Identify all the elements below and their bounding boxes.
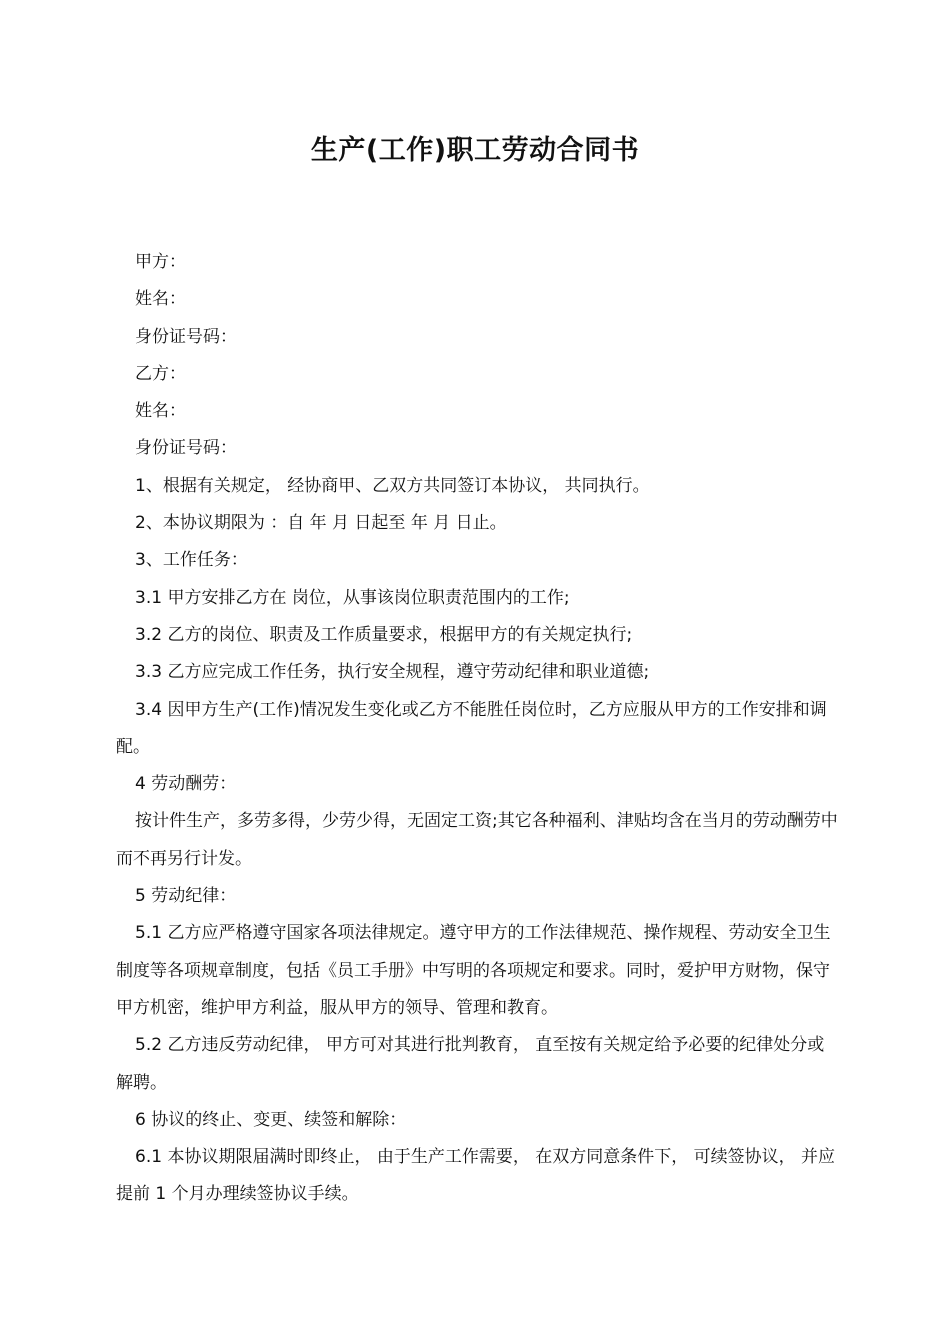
clause-2: 2、本协议期限为 ：自 年 月 日起至 年 月 日止。 xyxy=(135,513,507,534)
clause-3-heading: 3、工作任务： xyxy=(135,550,248,571)
party-b-label: 乙方： xyxy=(135,363,186,384)
clause-3-2: 3.2 乙方的岗位、职责及工作质量要求，根据甲方的有关规定执行; xyxy=(135,624,633,645)
party-a-name-label: 姓名： xyxy=(135,289,186,310)
clause-3-3: 3.3 乙方应完成工作任务，执行安全规程，遵守劳动纪律和职业道德; xyxy=(135,662,650,683)
clause-6-heading: 6 协议的终止、变更、续签和解除： xyxy=(135,1109,407,1130)
clause-3-4: 3.4 因甲方生产(工作)情况发生变化或乙方不能胜任岗位时，乙方应服从甲方的工作安排和调配。 xyxy=(116,699,827,757)
clause-5-1: 5.1 乙方应严格遵守国家各项法律规定。遵守甲方的工作法律规范、操作规程、劳动安全卫生制度等各项规章制度，包括《员工手册》中写明的各项规定和要求。同时，爱护甲方财物，保守甲方机密，维护甲方利益，服从甲方的领导、管理和教育。 xyxy=(116,923,831,1018)
clause-3-1: 3.1 甲方安排乙方在 岗位，从事该岗位职责范围内的工作; xyxy=(135,587,570,608)
document-body xyxy=(116,244,840,1214)
clause-5-heading: 5 劳动纪律： xyxy=(135,886,237,907)
party-a-id-label: 身份证号码： xyxy=(135,326,237,347)
party-a-label: 甲方： xyxy=(135,252,186,272)
party-b-id-label: 身份证号码： xyxy=(135,438,237,459)
clause-1: 1、根据有关规定， 经协商甲、乙双方共同签订本协议， 共同执行。 xyxy=(135,475,650,496)
clause-4-heading: 4 劳动酬劳： xyxy=(135,774,237,795)
party-b-name-label: 姓名： xyxy=(135,401,186,422)
clause-5-2: 5.2 乙方违反劳动纪律， 甲方可对其进行批判教育， 直至按有关规定给予必要的纪律处分或解聘。 xyxy=(116,1035,825,1093)
clause-6-1: 6.1 本协议期限届满时即终止， 由于生产工作需要， 在双方同意条件下， 可续签协议， 并应提前 1 个月办理续签协议手续。 xyxy=(116,1147,836,1205)
document-title: 生产(工作)职工劳动合同书 xyxy=(310,135,640,166)
clause-4-body: 按计件生产，多劳多得，少劳少得，无固定工资;其它各种福利、津贴均含在当月的劳动酬劳中而不再另行计发。 xyxy=(116,811,838,869)
